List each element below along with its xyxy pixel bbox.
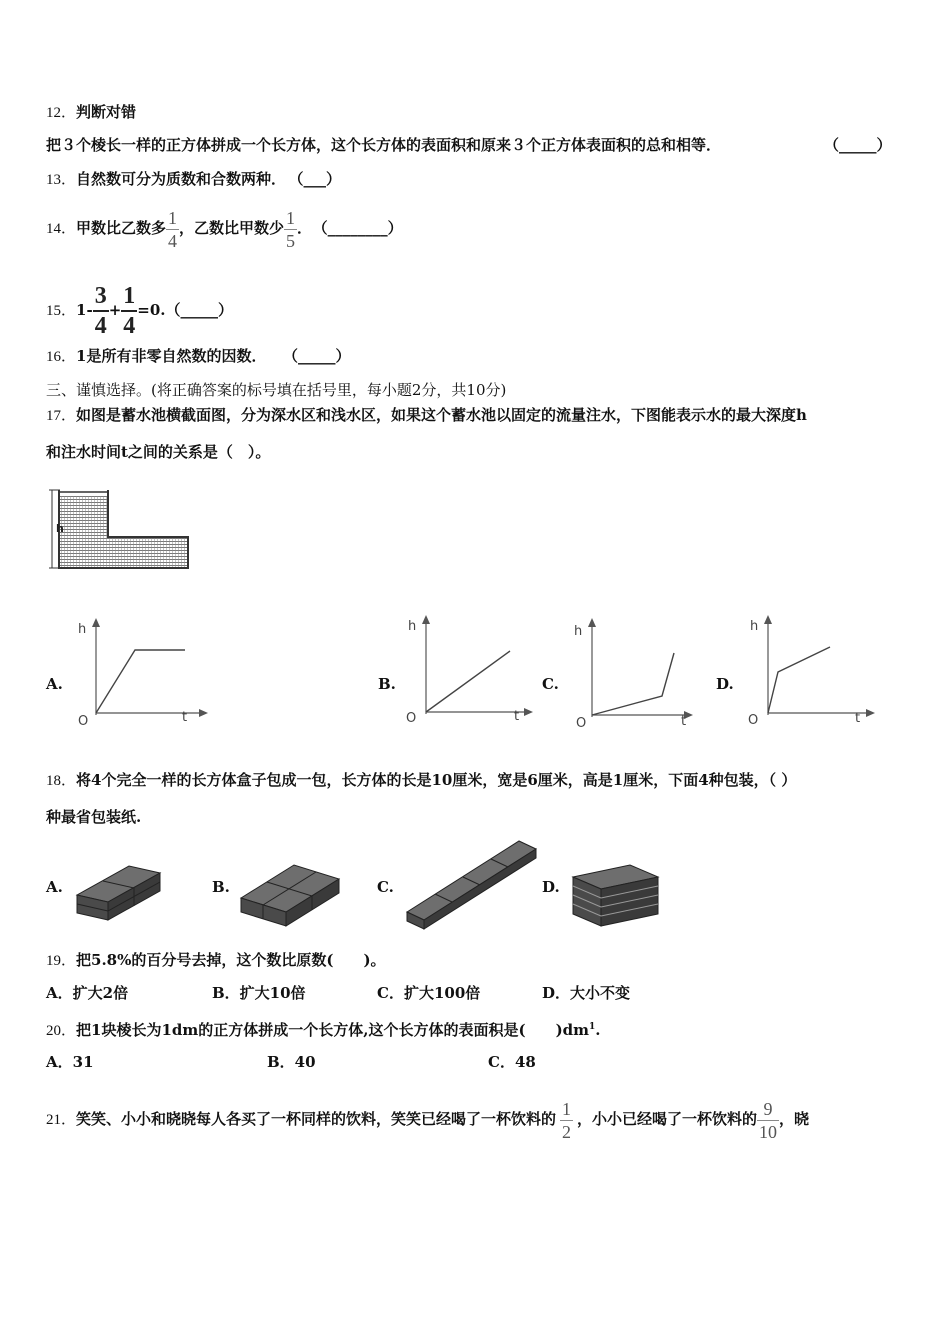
q19-number: 19． [46,953,77,969]
q15-f1-numerator: 3 [94,283,107,309]
q12-statement [46,135,892,155]
q17-c-origin-label: O [576,716,587,731]
q12-number: 12． [46,105,77,121]
q17-a-t-label: t [182,710,188,725]
q14-text3: ． [297,219,313,237]
q20-option-b[interactable]: B．40 [267,1053,316,1071]
q17-d-t-label: t [855,711,861,726]
q14-f2-denominator: 5 [286,230,296,251]
q14-fraction-2 [284,209,297,250]
q15-f2-denominator: 4 [123,313,136,339]
q21-f1-numerator: 1 [562,1098,572,1119]
q14-f1-denominator: 4 [168,230,178,251]
q15-answer-blank[interactable]: （_____） [165,301,234,319]
q21-text3: ，晓 [779,1110,810,1128]
q17-option-d-label[interactable]: D. [716,675,734,693]
q19-text: 把5.8%的百分号去掉，这个数比原数( )。 [76,951,386,969]
q12-answer-blank[interactable]: （_____） [824,136,892,154]
q15-f2-numerator: 1 [123,283,136,309]
q17-b-h-label: h [408,619,417,634]
q20-superscript: 1 [589,1022,596,1032]
q15-f1-denominator: 4 [94,313,107,339]
q20-option-c[interactable]: C．48 [488,1053,536,1071]
q14-text1: 甲数比乙数多 [76,219,167,237]
q17-option-b-graph[interactable] [400,610,545,725]
q21-number: 21． [46,1112,77,1128]
q17-text1: 如图是蓄水池横截面图，分为深水区和浅水区，如果这个蓄水池以固定的流量注水，下图能表示水的最大深度h [76,406,807,424]
shallow-zone [108,537,188,568]
q18-text2: 种最省包装纸. [46,808,142,826]
q15-fraction-1 [93,284,109,338]
q18-option-a-package[interactable] [74,864,166,928]
q18-option-a-label[interactable]: A. [46,878,63,896]
q13-text: 自然数可分为质数和合数两种． [76,170,287,188]
q19-statement [46,950,386,971]
q19-option-b[interactable]: B．扩大10倍 [212,984,306,1002]
q18-number: 18． [46,773,77,789]
q17-option-b-label[interactable]: B. [378,675,396,693]
q17-c-h-label: h [574,624,583,639]
q17-a-origin-label: O [78,714,89,729]
q21-fraction-1 [560,1100,573,1141]
q15-suffix: =0. [137,301,166,319]
deep-zone [59,496,108,568]
q15-number: 15． [46,303,77,319]
q20-option-a[interactable]: A．31 [46,1053,94,1071]
q18-option-d-package[interactable] [570,862,662,928]
q18-statement-line1 [46,770,796,791]
q15-plus: + [108,301,122,319]
q18-option-b-package[interactable] [238,862,344,928]
q16-statement [46,346,350,367]
q14-number: 14． [46,221,77,237]
q17-d-origin-label: O [748,713,759,728]
q18-text1: 将4个完全一样的长方体盒子包成一包，长方体的长是10厘米，宽是6厘米，高是1厘米，下面4种包装，（ ） [76,771,797,789]
q16-number: 16． [46,349,77,365]
q21-f2-numerator: 9 [763,1098,773,1119]
q17-statement-line1 [46,405,807,426]
q21-f2-denominator: 10 [759,1121,778,1142]
q18-option-c-package[interactable] [404,838,540,928]
q14-fraction-1 [166,209,179,250]
q17-option-a-graph[interactable] [70,615,215,730]
q17-option-a-label[interactable]: A. [46,675,63,693]
q15-statement [46,282,233,339]
q12-title: 判断对错 [76,103,137,121]
q17-b-t-label: t [514,709,520,724]
q17-a-h-label: h [78,622,87,637]
q13-answer-blank[interactable]: （___） [296,170,342,188]
q17-text2: 和注水时间t之间的关系是（ ）。 [46,443,271,461]
q17-d-h-label: h [750,619,759,634]
q17-c-t-label: t [681,714,687,729]
q21-text2: ，小小已经喝了一杯饮料的 [577,1110,758,1128]
q14-answer-blank[interactable]: （________） [320,219,403,237]
q14-text2: ，乙数比甲数少 [179,219,285,237]
q20-end: . [595,1021,601,1039]
q21-statement [46,1088,809,1151]
q17-number: 17． [46,408,77,424]
q21-text1: 笑笑、小小和晓晓每人各买了一杯同样的饮料，笑笑已经喝了一杯饮料的 [76,1110,557,1128]
q13-statement [46,169,341,190]
q19-option-a[interactable]: A．扩大2倍 [46,984,129,1002]
q17-option-c-graph[interactable] [570,613,715,731]
q14-statement [46,203,403,254]
q13-number: 13． [46,172,77,188]
q16-text: 1是所有非零自然数的因数． [76,347,267,365]
q21-f1-denominator: 2 [562,1121,572,1142]
q12-heading [46,102,136,123]
q17-option-c-label[interactable]: C. [542,675,559,693]
q15-prefix: 1- [76,301,93,319]
q20-text: 把1块棱长为1dm的正方体拼成一个长方体,这个长方体的表面积是( )dm [76,1021,590,1039]
tank-h-label: h [56,522,64,535]
section-3-heading: 三、谨慎选择。(将正确答案的标号填在括号里，每小题2分，共10分) [46,381,507,399]
q12-text: 把３个棱长一样的正方体拼成一个长方体，这个长方体的表面积和原来３个正方体表面积的总和相等． [46,136,722,154]
q19-option-c[interactable]: C．扩大100倍 [377,984,481,1002]
q17-tank-figure [48,486,193,574]
q18-option-b-label[interactable]: B. [212,878,230,896]
q15-fraction-2 [121,284,137,338]
q17-option-d-graph[interactable] [742,610,887,728]
q16-answer-blank[interactable]: （_____） [290,347,351,365]
q18-option-d-label[interactable]: D. [542,878,560,896]
q19-option-d[interactable]: D．大小不变 [542,984,631,1002]
q18-option-c-label[interactable]: C. [377,878,394,896]
q14-f1-numerator: 1 [168,207,178,228]
q20-number: 20． [46,1023,77,1039]
q17-b-origin-label: O [406,711,417,726]
q14-f2-numerator: 1 [286,207,296,228]
q21-fraction-2 [757,1100,779,1141]
q20-statement [46,1017,601,1041]
